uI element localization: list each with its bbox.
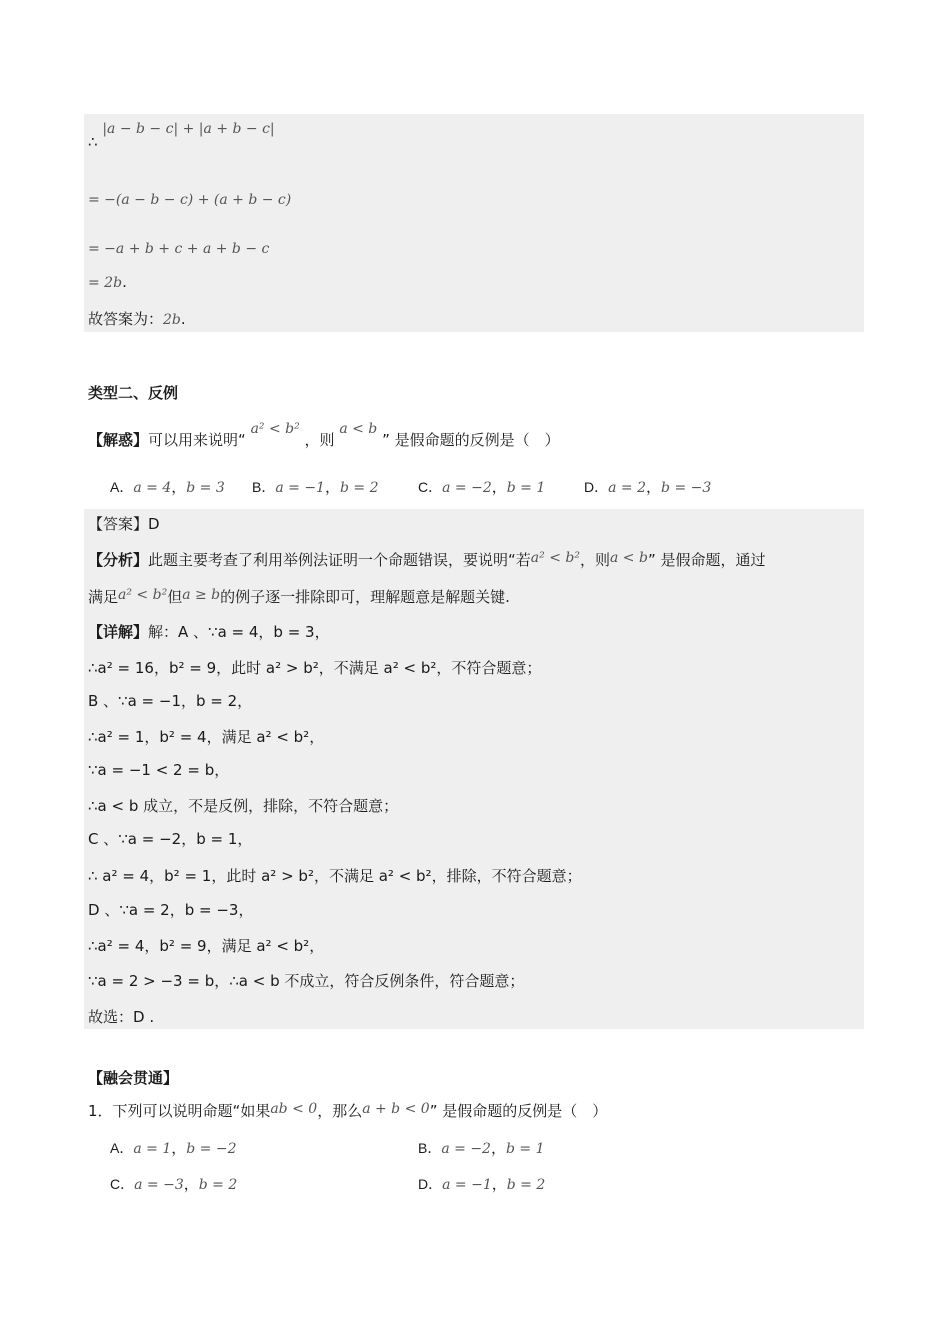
analysis-text: 满足 bbox=[88, 588, 119, 606]
option-value-1: a = −2 bbox=[441, 1141, 491, 1157]
option-value-1: a = 1 bbox=[133, 1141, 172, 1157]
math-line-1 bbox=[88, 118, 275, 151]
option-letter: D． bbox=[418, 1176, 443, 1192]
math-condition-1: ab < 0 bbox=[270, 1101, 318, 1117]
option-c[interactable] bbox=[110, 1174, 237, 1195]
option-a[interactable] bbox=[110, 1138, 236, 1159]
period: . bbox=[180, 310, 186, 328]
detail-line: ∴a² = 1，b² = 4，满足 a² < b²， bbox=[88, 728, 325, 746]
detail-line: ∴a < b 成立，不是反例，排除，不符合题意； bbox=[88, 797, 399, 815]
option-value-1: a = 4 bbox=[133, 480, 172, 496]
separator: ， bbox=[324, 478, 340, 496]
option-c[interactable] bbox=[418, 477, 545, 498]
analysis-text: 但 bbox=[167, 588, 183, 606]
option-value-2: b = −2 bbox=[186, 1141, 237, 1157]
math-line-3: = −a + b + c + a + b − c bbox=[88, 241, 270, 257]
question-2 bbox=[88, 1101, 607, 1122]
math-line-4 bbox=[88, 272, 127, 293]
period: . bbox=[122, 273, 127, 291]
option-d[interactable] bbox=[584, 477, 711, 498]
question-number: 1． bbox=[88, 1102, 113, 1120]
detail-line: ∴ a² = 4，b² = 1，此时 a² > b²，不满足 a² < b²，排除，不符合题意； bbox=[88, 867, 582, 885]
math-inline: a ≥ b bbox=[182, 587, 221, 603]
option-letter: C． bbox=[418, 479, 443, 495]
analysis-text: ” 是假命题，通过 bbox=[647, 551, 766, 569]
option-value-1: a = −1 bbox=[275, 480, 325, 496]
option-value-2: b = 1 bbox=[506, 480, 546, 496]
separator: ， bbox=[490, 1139, 506, 1157]
option-value-2: b = 1 bbox=[505, 1141, 545, 1157]
analysis-line-2 bbox=[88, 587, 510, 608]
option-letter: B． bbox=[252, 479, 276, 495]
question-1 bbox=[88, 421, 560, 451]
separator: ， bbox=[491, 1175, 507, 1193]
section-title: 【融会贯通】 bbox=[88, 1069, 179, 1087]
option-letter: D． bbox=[584, 479, 609, 495]
separator: ， bbox=[183, 1175, 199, 1193]
separator: ， bbox=[646, 478, 662, 496]
answer-value: 2b bbox=[163, 312, 181, 328]
option-b[interactable] bbox=[418, 1138, 544, 1159]
separator: ， bbox=[171, 478, 187, 496]
option-value-1: a = 2 bbox=[608, 480, 647, 496]
detail-line: ∵a = −1 < 2 = b， bbox=[88, 761, 230, 779]
option-letter: B． bbox=[418, 1140, 442, 1156]
option-value-2: b = 3 bbox=[186, 480, 225, 496]
detail-line: D 、∵a = 2，b = −3， bbox=[88, 901, 254, 919]
math-condition-1: a² < b² bbox=[250, 421, 300, 437]
option-b[interactable] bbox=[252, 477, 378, 498]
detail-line: B 、∵a = −1，b = 2， bbox=[88, 692, 253, 710]
option-d[interactable] bbox=[418, 1174, 545, 1195]
detail-line: 故选：D . bbox=[88, 1008, 155, 1026]
detail-line: ∴a² = 4，b² = 9，满足 a² < b²， bbox=[88, 937, 325, 955]
analysis-text: 的例子逐一排除即可，理解题意是解题关键. bbox=[220, 588, 510, 606]
answer-prefix: 故答案为： bbox=[88, 310, 164, 328]
detail-line: ∵a = 2 > −3 = b，∴a < b 不成立，符合反例条件，符合题意； bbox=[88, 972, 525, 990]
option-value-1: a = −1 bbox=[442, 1177, 492, 1193]
option-letter: C． bbox=[110, 1176, 135, 1192]
question-text-c: ” 是假命题的反例是（ ） bbox=[382, 431, 560, 449]
therefore-symbol: ∴ bbox=[88, 133, 98, 151]
analysis-line-1 bbox=[88, 550, 765, 571]
separator: ， bbox=[171, 1139, 187, 1157]
math-expression: = 2b bbox=[88, 275, 123, 291]
question-text-a: 可以用来说明“ bbox=[148, 431, 246, 449]
math-line-2: = −(a − b − c) + (a + b − c) bbox=[88, 192, 292, 208]
question-text-c: ” 是假命题的反例是（ ） bbox=[429, 1102, 608, 1120]
math-condition-2: a + b < 0 bbox=[362, 1101, 430, 1117]
solution-block-top bbox=[84, 114, 864, 332]
option-letter: A． bbox=[110, 479, 134, 495]
question-text-a: 下列可以说明命题“如果 bbox=[112, 1102, 271, 1120]
math-inline: a < b bbox=[609, 550, 648, 566]
analysis-text: 此题主要考查了利用举例法证明一个命题错误，要说明“若 bbox=[148, 551, 531, 569]
question-text-b: ，则 bbox=[304, 431, 335, 449]
math-inline: a² < b² bbox=[530, 550, 580, 566]
analysis-text: ，则 bbox=[579, 551, 610, 569]
analysis-tag: 【分析】 bbox=[88, 551, 149, 569]
detail-tag: 【详解】 bbox=[88, 623, 149, 641]
option-letter: A． bbox=[110, 1140, 134, 1156]
separator: ， bbox=[491, 478, 507, 496]
math-inline: a² < b² bbox=[118, 587, 168, 603]
answer-label: 【答案】D bbox=[88, 515, 160, 533]
option-value-2: b = −3 bbox=[661, 480, 712, 496]
answer-line bbox=[88, 309, 186, 330]
detail-line: ∴a² = 16，b² = 9，此时 a² > b²，不满足 a² < b²，不符合题意； bbox=[88, 659, 542, 677]
detail-line-1 bbox=[88, 622, 330, 642]
option-value-2: b = 2 bbox=[198, 1177, 238, 1193]
detail-line: C 、∵a = −2，b = 1， bbox=[88, 830, 253, 848]
detail-text: 解：A 、∵a = 4，b = 3， bbox=[148, 623, 330, 641]
option-value-2: b = 2 bbox=[506, 1177, 546, 1193]
option-a[interactable] bbox=[110, 477, 225, 498]
question-text-b: ，那么 bbox=[317, 1102, 363, 1120]
section-title: 类型二、反例 bbox=[88, 384, 179, 402]
option-value-2: b = 2 bbox=[339, 480, 379, 496]
math-expression: |a − b − c| + |a + b − c| bbox=[102, 121, 275, 137]
question-tag: 【解惑】 bbox=[88, 431, 149, 449]
option-value-1: a = −2 bbox=[442, 480, 492, 496]
math-condition-2: a < b bbox=[339, 421, 378, 437]
option-value-1: a = −3 bbox=[134, 1177, 184, 1193]
